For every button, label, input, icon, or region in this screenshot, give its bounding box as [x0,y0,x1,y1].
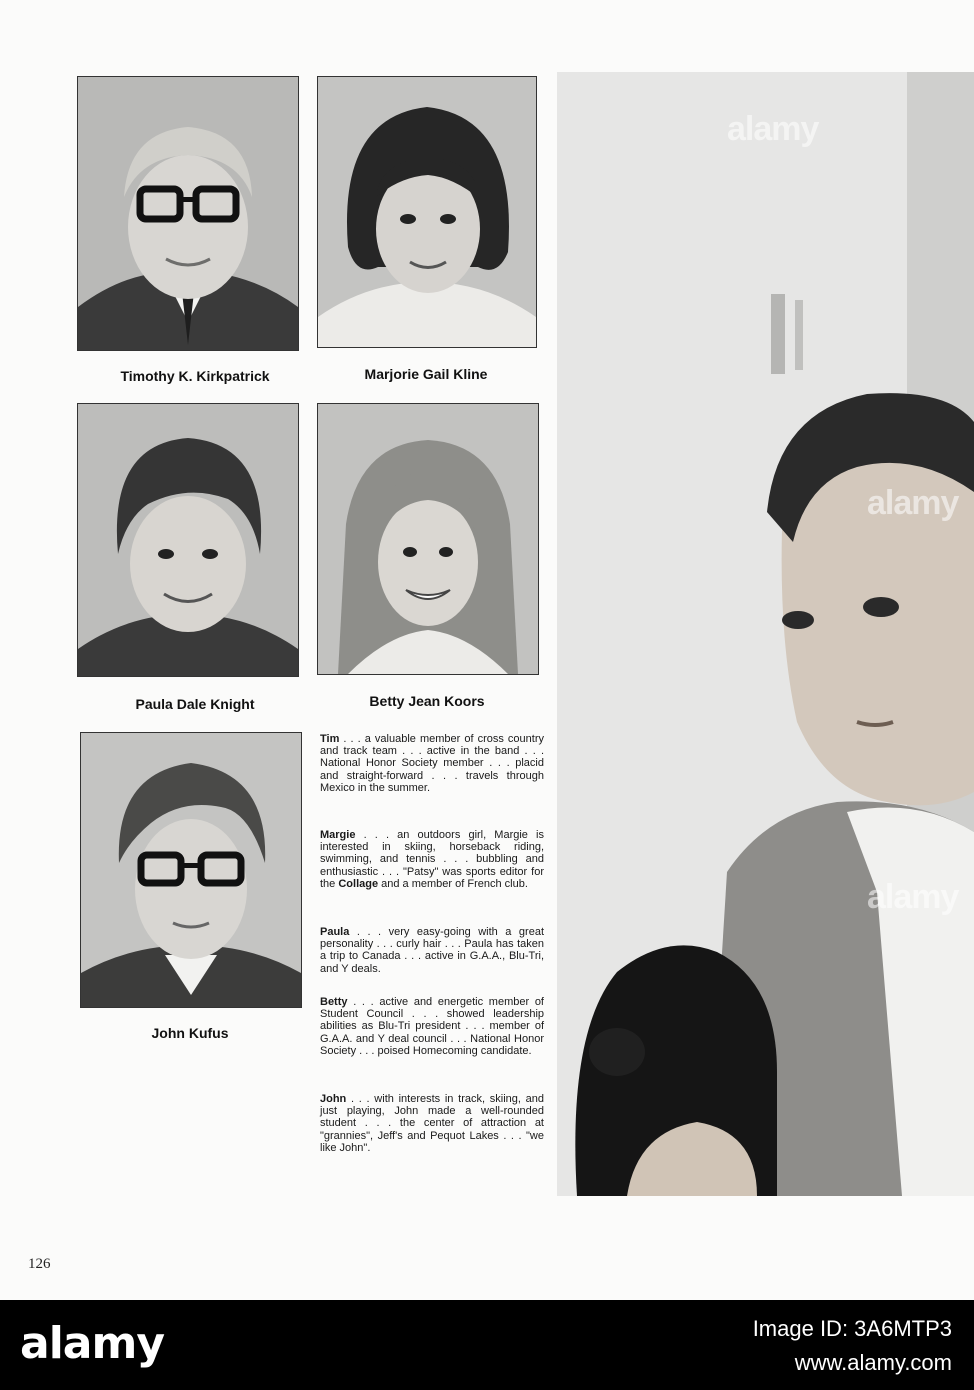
student-name: Timothy K. Kirkpatrick [120,368,270,384]
bio-john [320,1093,544,1154]
portrait-drawing [318,404,538,674]
candid-photo-drawing [557,72,974,1196]
page-number: 126 [28,1256,51,1272]
bio-betty [320,996,544,1057]
bio-emphasis: Collage [338,877,379,890]
watermark-text: alamy [867,878,959,916]
portrait-photo [77,403,299,677]
portrait-drawing [78,77,298,350]
footer-url[interactable]: www.alamy.com [794,1350,952,1375]
bio-text: . . . with interests in track, skiing, and just playing, John made a well-rounded student . . . the center of attraction at "grannies", Jeff's and Pequot Lakes . . . "we like John". [320,1093,544,1154]
bio-margie [320,829,544,890]
candid-photo [557,72,974,1196]
bio-name: Betty [320,996,348,1008]
bio-paula [320,926,544,975]
bio-name: Paula [320,926,350,938]
portrait-photo [80,732,302,1008]
student-name: John Kufus [151,1025,229,1041]
bio-text: . . . an outdoors girl, Margie is interested in skiing, horseback riding, swimming, and tennis . . . bubbling and enthusiastic . . . "Patsy" was sports editor for the [320,829,544,890]
bio-name: John [320,1093,347,1105]
portrait-photo [317,403,539,675]
portrait-drawing [318,77,536,347]
bio-tim [320,733,544,794]
bio-name: Tim [320,733,340,745]
image-id: Image ID: 3A6MTP3 [752,1316,952,1341]
student-name: Betty Jean Koors [369,693,485,709]
portrait-drawing [81,733,301,1007]
student-name: Paula Dale Knight [135,696,255,712]
bio-name: Margie [320,829,356,841]
stock-footer [0,1300,974,1390]
portrait-photo [77,76,299,351]
portrait-photo [317,76,537,348]
bio-text: . . . a valuable member of cross country and track team . . . active in the band . . . National Honor Society member . . . placid and straight-forward . . . travels through Mexico in the summer. [320,733,544,794]
portrait-drawing [78,404,298,676]
alamy-logo: alamy [20,1318,164,1369]
watermark-text: alamy [727,110,819,148]
bio-text: . . . very easy-going with a great personality . . . curly hair . . . Paula has taken a trip to Canada . . . active in G.A.A., Blu-Tri, and Y deals. [320,926,544,975]
bio-text: and a member of French club. [378,877,528,890]
watermark-text: alamy [867,484,959,522]
student-name: Marjorie Gail Kline [364,366,488,382]
bio-text: . . . active and energetic member of Student Council . . . showed leadership abilities as Blu-Tri president . . . member of G.A.A. and Y deal council . . . National Honor Society . . . poised Homecoming candidate. [320,996,544,1057]
